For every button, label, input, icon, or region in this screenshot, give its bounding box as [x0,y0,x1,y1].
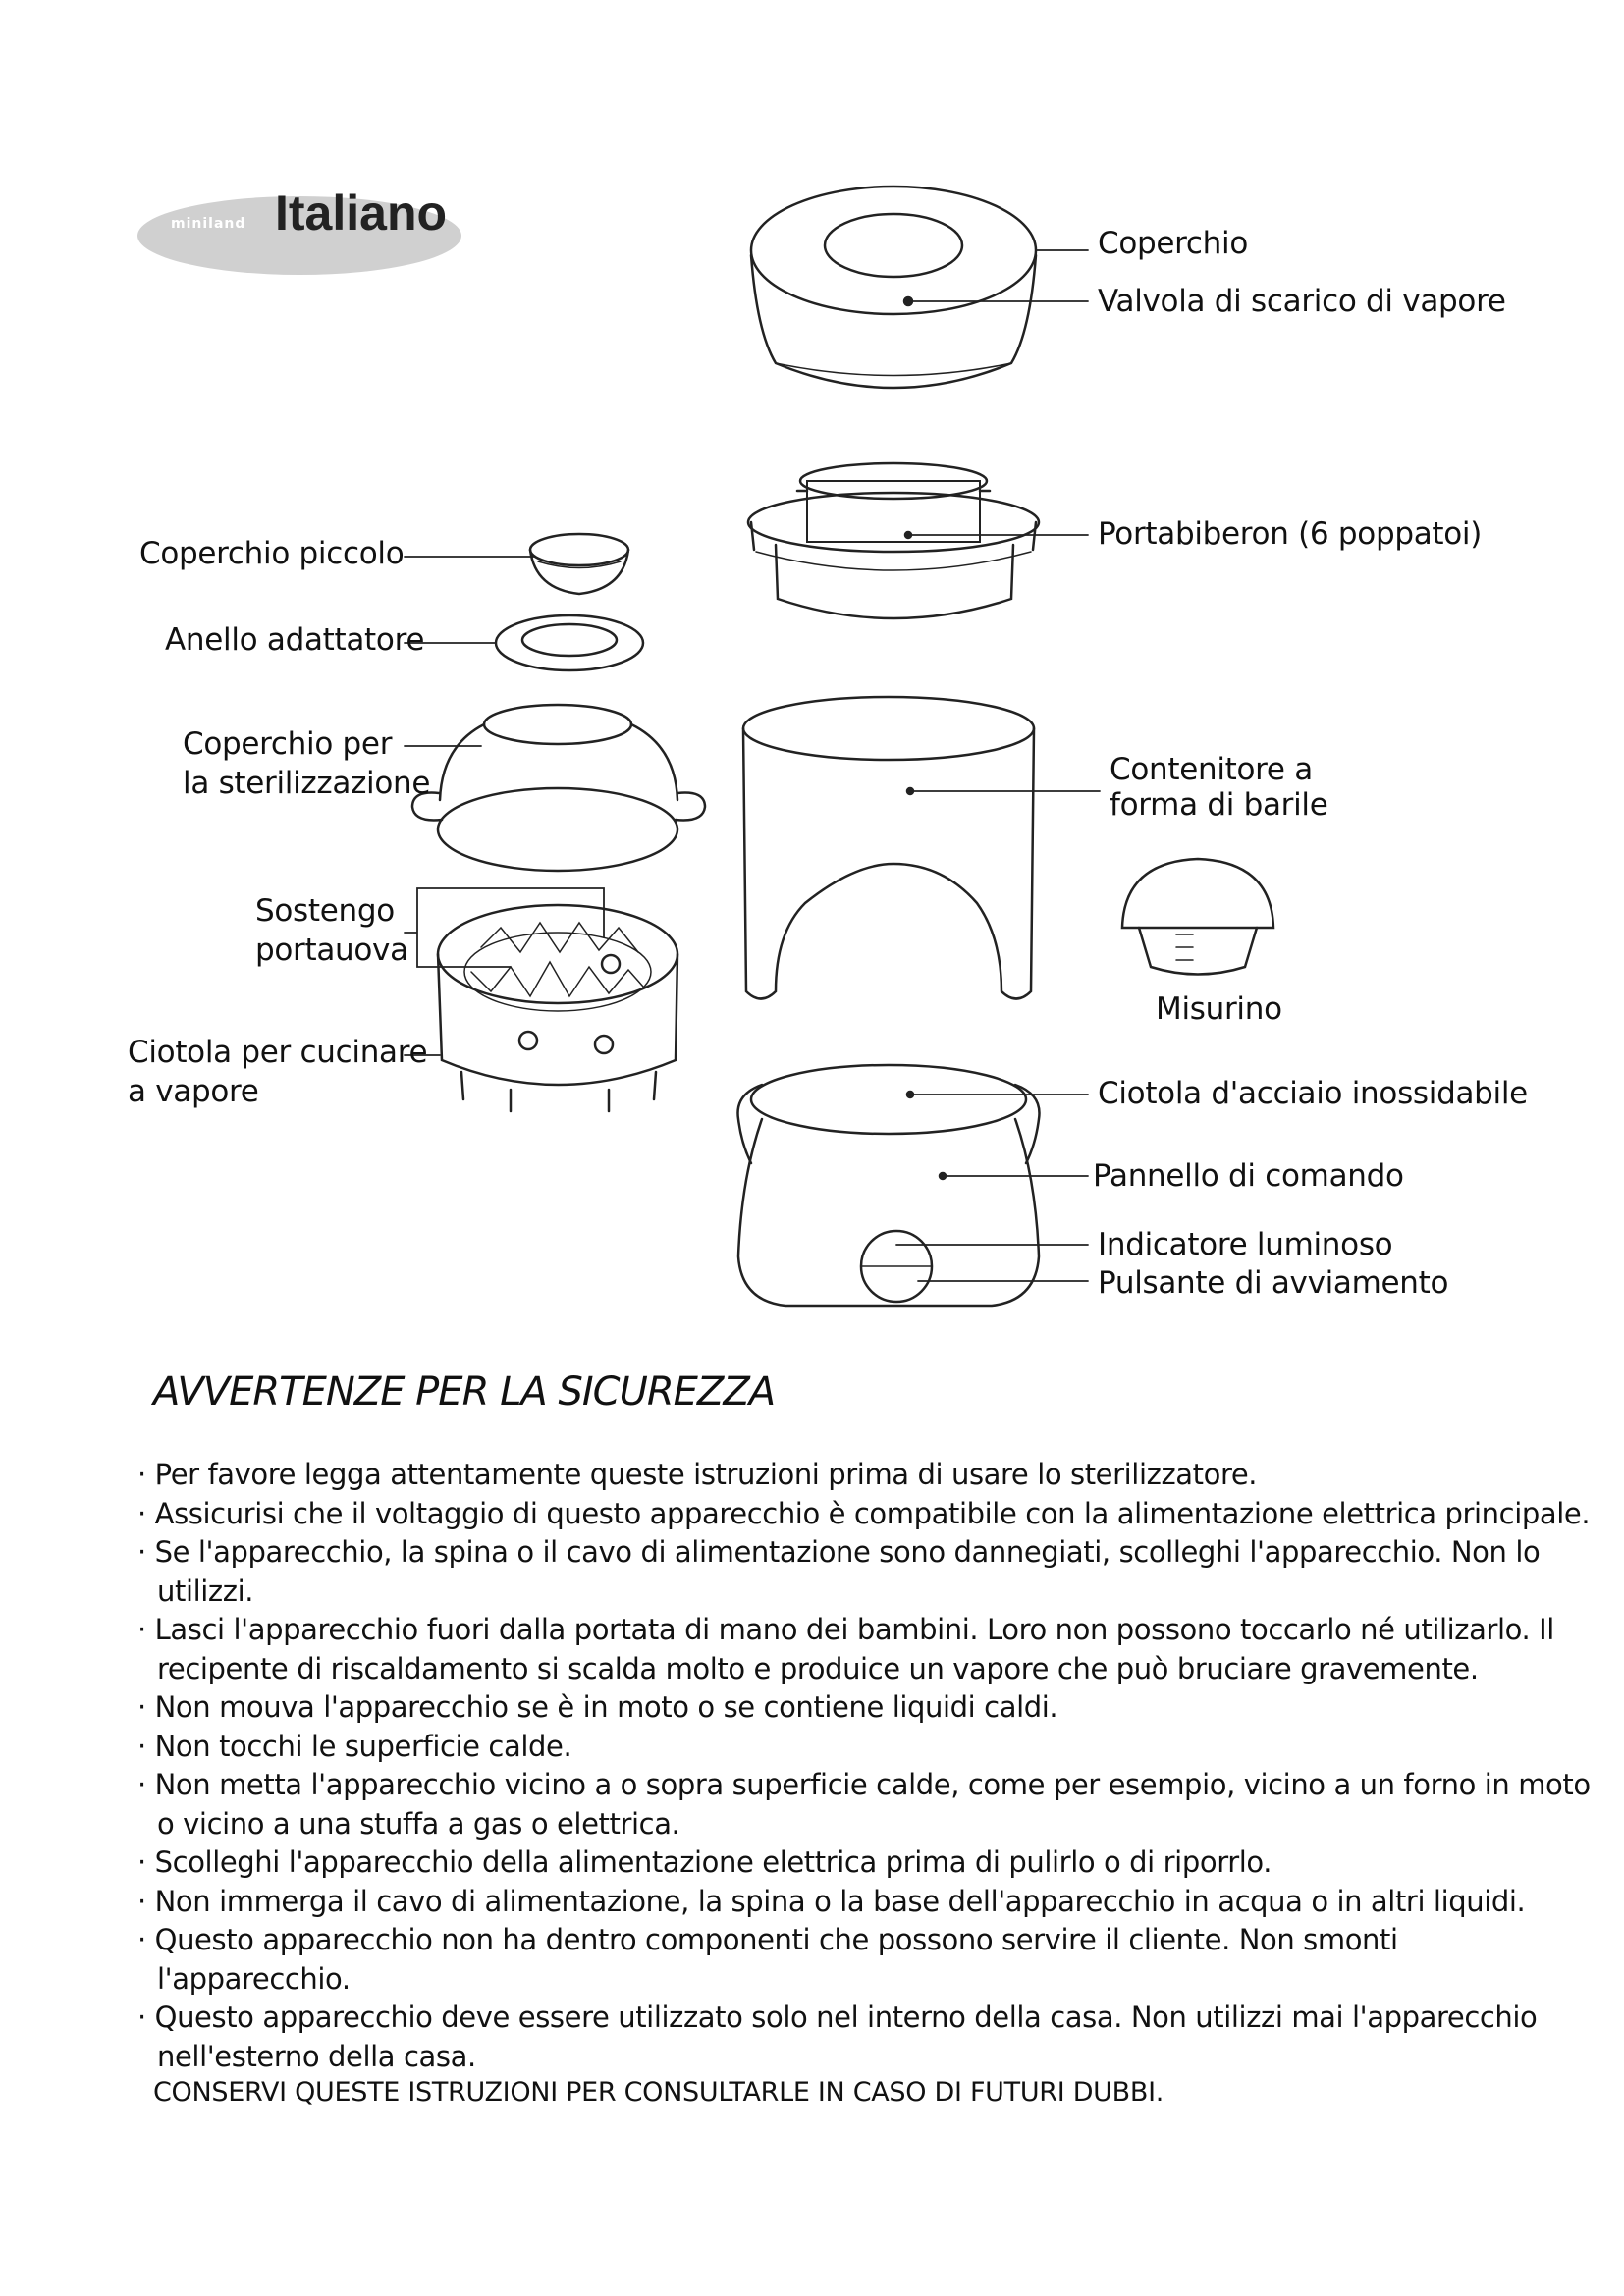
safety-footer-note: CONSERVI QUESTE ISTRUZIONI PER CONSULTARLE IN CASO DI FUTURI DUBBI. [153,2077,1164,2108]
safety-item: · Questo apparecchio deve essere utilizzato solo nel interno della casa. Non utilizzi mai l'apparecchio nell'esterno della casa. [137,2001,1538,2073]
label-pulsante: Pulsante di avviamento [1098,1265,1449,1301]
label-pannello: Pannello di comando [1093,1158,1404,1194]
safety-list [137,1456,1591,2076]
safety-item: · Questo apparecchio non ha dentro componenti che possono servire il cliente. Non smonti l'apparecchio. [137,1923,1398,1996]
label-coperchio-sterilizzazione-2: la sterilizzazione [183,766,431,801]
label-ciotola-vapore-2: a vapore [128,1074,259,1109]
label-coperchio: Coperchio [1098,226,1248,261]
steaming-bowl-illustration [438,905,677,1111]
safety-item: · Assicurisi che il voltaggio di questo apparecchio è compatibile con la alimentazione elettrica principale. [137,1496,1591,1530]
label-misurino: Misurino [1156,991,1282,1027]
label-ciotola-acciaio: Ciotola d'acciaio inossidabile [1098,1076,1528,1111]
label-valvola: Valvola di scarico di vapore [1098,284,1506,319]
label-coperchio-sterilizzazione-1: Coperchio per [183,726,393,762]
bottle-rack-illustration [748,463,1039,618]
safety-item: · Se l'apparecchio, la spina o il cavo di alimentazione sono dannegiati, scolleghi l'apparecchio. Non lo utilizzi. [137,1535,1541,1608]
label-indicatore: Indicatore luminoso [1098,1227,1393,1262]
barrel-container-illustration [743,697,1034,999]
label-anello: Anello adattatore [165,622,425,658]
safety-item: · Scolleghi l'apparecchio della alimentazione elettrica prima di pulirlo o di riporrlo. [137,1845,1272,1879]
language-title: Italiano [275,186,448,240]
label-ciotola-vapore-1: Ciotola per cucinare [128,1035,428,1070]
label-sostengo-2: portauova [255,933,408,968]
label-sostengo-1: Sostengo [255,893,395,929]
safety-title: AVVERTENZE PER LA SICUREZZA [153,1369,776,1415]
measuring-cup-illustration [1122,859,1273,975]
safety-item: · Non metta l'apparecchio vicino a o sopra superficie calde, come per esempio, vicino a un forno in moto o vicino a una stuffa a gas o elettrica. [137,1768,1591,1841]
label-contenitore-1: Contenitore a [1110,752,1313,787]
safety-item: · Non mouva l'apparecchio se è in moto o se contiene liquidi caldi. [137,1690,1058,1724]
sterilization-lid-illustration [412,705,705,871]
safety-item: · Non tocchi le superficie calde. [137,1729,572,1763]
lid-illustration [751,187,1036,388]
safety-item: · Per favore legga attentamente queste istruzioni prima di usare lo sterilizzatore. [137,1458,1258,1491]
safety-item: · Lasci l'apparecchio fuori dalla portata di mano dei bambini. Loro non possono toccarlo né utilizarlo. Il recipente di riscaldamento si scalda molto e produice un vapore che può bruciare gravemente. [137,1613,1554,1685]
base-unit-illustration [738,1065,1040,1306]
leader-lines-right [896,250,1100,1281]
adapter-ring-illustration [496,615,643,670]
label-portabiberon: Portabiberon (6 poppatoi) [1098,516,1483,552]
small-lid-illustration [530,534,628,594]
logo-brand-text: miniland [171,216,246,232]
label-contenitore-2: forma di barile [1110,787,1328,823]
label-coperchio-piccolo: Coperchio piccolo [139,536,405,571]
safety-item: · Non immerga il cavo di alimentazione, la spina o la base dell'apparecchio in acqua o in altri liquidi. [137,1884,1526,1918]
